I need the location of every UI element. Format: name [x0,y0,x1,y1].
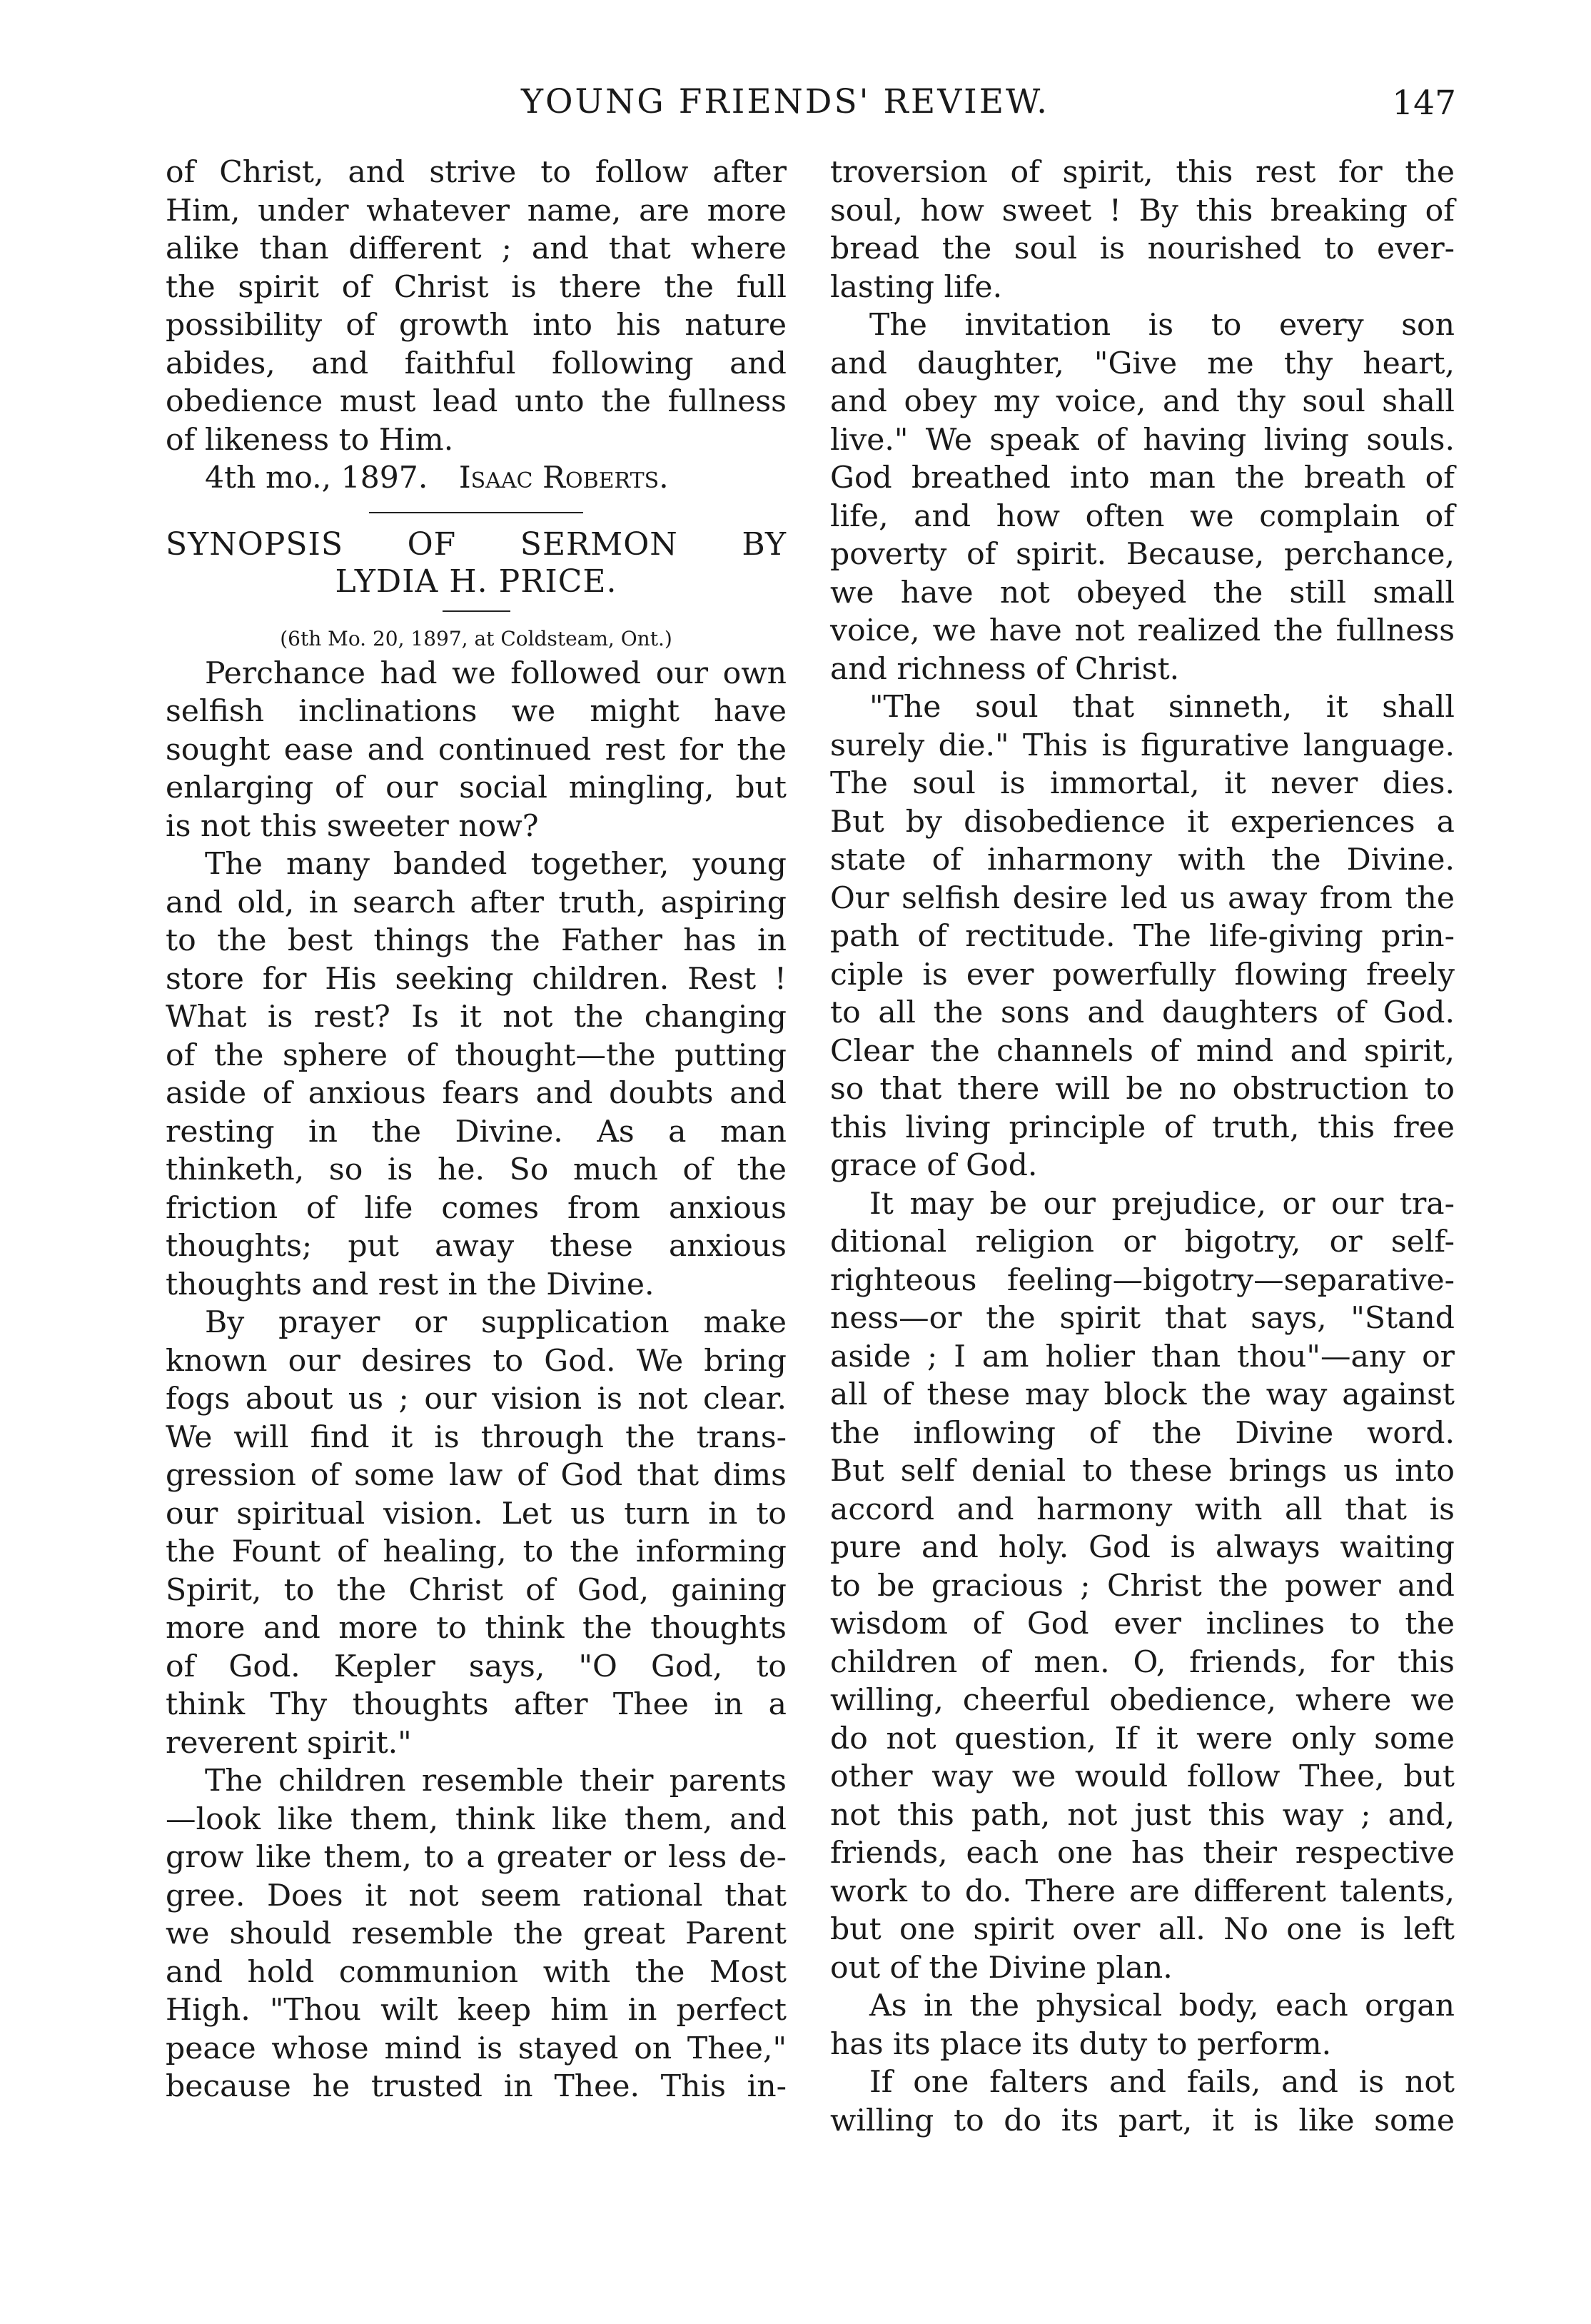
text-line: thinketh, so is he. So much of the [166,1152,787,1187]
text-line: The many banded together, young [205,847,787,882]
text-line: Clear the channels of mind and spirit, [830,1033,1455,1069]
text-line: more and more to think the thoughts [166,1611,787,1646]
text-line: righteous feeling—bigotry—separative- [830,1262,1455,1298]
text-line: soul, how sweet ! By this breaking of [830,193,1455,228]
text-line: willing to do its part, it is like some [830,2103,1455,2138]
text-line: friends, each one has their respective [830,1836,1455,1871]
text-line: pure and holy. God is always waiting [830,1530,1455,1565]
text-line: ditional religion or bigotry, or self- [830,1224,1455,1259]
text-line: obedience must lead unto the fullness [166,384,787,419]
signature-date: 4th mo., 1897. [205,461,428,496]
text-line: The invitation is to every son [869,308,1455,343]
heading-divider [443,610,510,612]
paragraph [830,306,1455,688]
text-line: Him, under whatever name, are more [166,193,787,228]
left-column [166,154,787,2106]
text-line: out of the Divine plan. [830,1950,1173,1986]
text-line: Spirit, to the Christ of God, gaining [166,1572,787,1608]
text-line: reverent spirit." [166,1725,412,1761]
text-line: troversion of spirit, this rest for the [830,155,1455,190]
text-line: do not question, If it were only some [830,1721,1455,1756]
text-line: surely die." This is figurative language. [830,728,1455,763]
text-line: But by disobedience it experiences a [830,804,1455,840]
text-line: By prayer or supplication make [205,1305,787,1340]
signature-line [166,459,787,498]
text-line: willing, cheerful obedience, where we [830,1683,1455,1718]
text-line: grow like them, to a greater or less de- [166,1840,787,1875]
text-line: state of inharmony with the Divine. [830,842,1455,877]
text-line: because he trusted in Thee. This in- [166,2069,787,2104]
text-line: "The soul that sinneth, it shall [869,690,1455,725]
text-line: path of rectitude. The life-giving prin- [830,919,1455,954]
page-number: 147 [1392,84,1456,123]
heading-line: SYNOPSIS OF SERMON BY [166,525,787,563]
text-line: to all the sons and daughters of God. [830,995,1455,1030]
text-line: and daughter, "Give me thy heart, [830,346,1455,381]
text-line: The soul is immortal, it never dies. [830,766,1455,801]
text-line: thoughts and rest in the Divine. [166,1267,655,1302]
text-line: aside of anxious fears and doubts and [166,1076,787,1111]
text-line: store for His seeking children. Rest ! [166,961,787,997]
text-line: lasting life. [830,269,1003,305]
text-line: the inflowing of the Divine word. [830,1415,1455,1451]
text-line: is not this sweeter now? [166,808,539,844]
text-line: and old, in search after truth, aspiring [166,885,787,920]
text-line: of the sphere of thought—the putting [166,1037,787,1073]
text-line: God breathed into man the breath of [830,461,1455,496]
text-line: children of men. O, friends, for this [830,1644,1455,1680]
text-line: What is rest? Is it not the changing [166,1000,787,1035]
text-line: but one spirit over all. No one is left [830,1912,1455,1947]
section-heading [166,526,787,600]
text-line: of likeness to Him. [166,422,454,458]
text-line: to the best things the Father has in [166,923,787,958]
text-line: and richness of Christ. [830,651,1180,687]
text-line: this living principle of truth, this free [830,1110,1455,1145]
text-line: the Fount of healing, to the informing [166,1534,787,1569]
text-line: our spiritual vision. Let us turn in to [166,1496,787,1531]
text-line: enlarging of our social mingling, but [166,770,787,805]
text-line: not this path, not just this way ; and, [830,1797,1455,1833]
text-line: other way we would follow Thee, but [830,1759,1455,1794]
text-line: the spirit of Christ is there the full [166,269,787,305]
text-line: we have not obeyed the still small [830,575,1455,610]
paragraph [166,655,787,846]
paragraph [830,1185,1455,1988]
paragraph [830,1987,1455,2063]
text-line: has its place its duty to perform. [830,2026,1332,2062]
text-line: live." We speak of having living souls. [830,422,1455,458]
text-line: resting in the Divine. As a man [166,1114,787,1150]
text-line: work to do. There are different talents, [830,1873,1455,1909]
sermon-note: (6th Mo. 20, 1897, at Coldsteam, Ont.) [280,626,672,650]
text-line: The children resemble their parents [205,1764,787,1799]
text-line: abides, and faithful following and [166,346,787,381]
text-line: peace whose mind is stayed on Thee," [166,2031,787,2066]
right-column [830,154,1455,2140]
text-line: of God. Kepler says, "O God, to [166,1649,787,1684]
heading-line: LYDIA H. PRICE. [335,563,617,600]
text-line: thoughts; put away these anxious [166,1229,787,1264]
section-divider [369,512,583,513]
text-line: of Christ, and strive to follow after [166,155,787,190]
text-line: and hold communion with the Most [166,1954,787,1990]
text-line: all of these may block the way against [830,1377,1455,1412]
paragraph [830,154,1455,306]
text-line: possibility of growth into his nature [166,308,787,343]
paragraph [166,845,787,1304]
text-line: and obey my voice, and thy soul shall [830,384,1455,419]
text-line: But self denial to these brings us into [830,1454,1455,1489]
text-line: We will find it is through the trans- [166,1419,787,1455]
signature-name: Isaac Roberts. [458,461,669,496]
paragraph [166,1304,787,1762]
text-line: High. "Thou wilt keep him in perfect [166,1993,787,2028]
text-line: As in the physical body, each organ [869,1988,1455,2023]
text-line: poverty of spirit. Because, perchance, [830,537,1455,572]
paragraph [166,154,787,459]
text-line: ness—or the spirit that says, "Stand [830,1301,1455,1336]
text-line: to be gracious ; Christ the power and [830,1568,1455,1604]
text-line: known our desires to God. We bring [166,1343,787,1379]
text-line: selfish inclinations we might have [166,694,787,729]
text-line: life, and how often we complain of [830,498,1455,534]
text-line: gree. Does it not seem rational that [166,1878,787,1913]
text-line: If one falters and fails, and is not [869,2065,1455,2100]
text-line: accord and harmony with all that is [830,1492,1455,1527]
paragraph [166,1762,787,2106]
text-line: friction of life comes from anxious [166,1190,787,1226]
text-line: —look like them, think like them, and [166,1801,787,1837]
text-line: It may be our prejudice, or our tra- [869,1186,1455,1222]
text-line: Perchance had we followed our own [205,655,787,691]
text-line: wisdom of God ever inclines to the [830,1606,1455,1641]
paragraph [830,688,1455,1185]
paragraph [830,2063,1455,2140]
text-line: alike than different ; and that where [166,231,787,266]
text-line: grace of God. [830,1148,1038,1183]
text-line: ciple is ever powerfully flowing freely [830,957,1455,992]
text-line: bread the soul is nourished to ever- [830,231,1455,266]
text-line: voice, we have not realized the fullness [830,613,1455,648]
running-title: YOUNG FRIENDS' REVIEW. [521,82,1050,121]
page-header [471,82,1470,132]
text-line: Our selfish desire led us away from the [830,880,1455,916]
text-line: aside ; I am holier than thou"—any or [830,1339,1455,1374]
text-line: sought ease and continued rest for the [166,732,787,768]
text-line: fogs about us ; our vision is not clear. [166,1382,787,1417]
text-line: so that there will be no obstruction to [830,1072,1455,1107]
text-line: gression of some law of God that dims [166,1458,787,1493]
text-line: think Thy thoughts after Thee in a [166,1687,787,1722]
text-line: we should resemble the great Parent [166,1916,787,1951]
